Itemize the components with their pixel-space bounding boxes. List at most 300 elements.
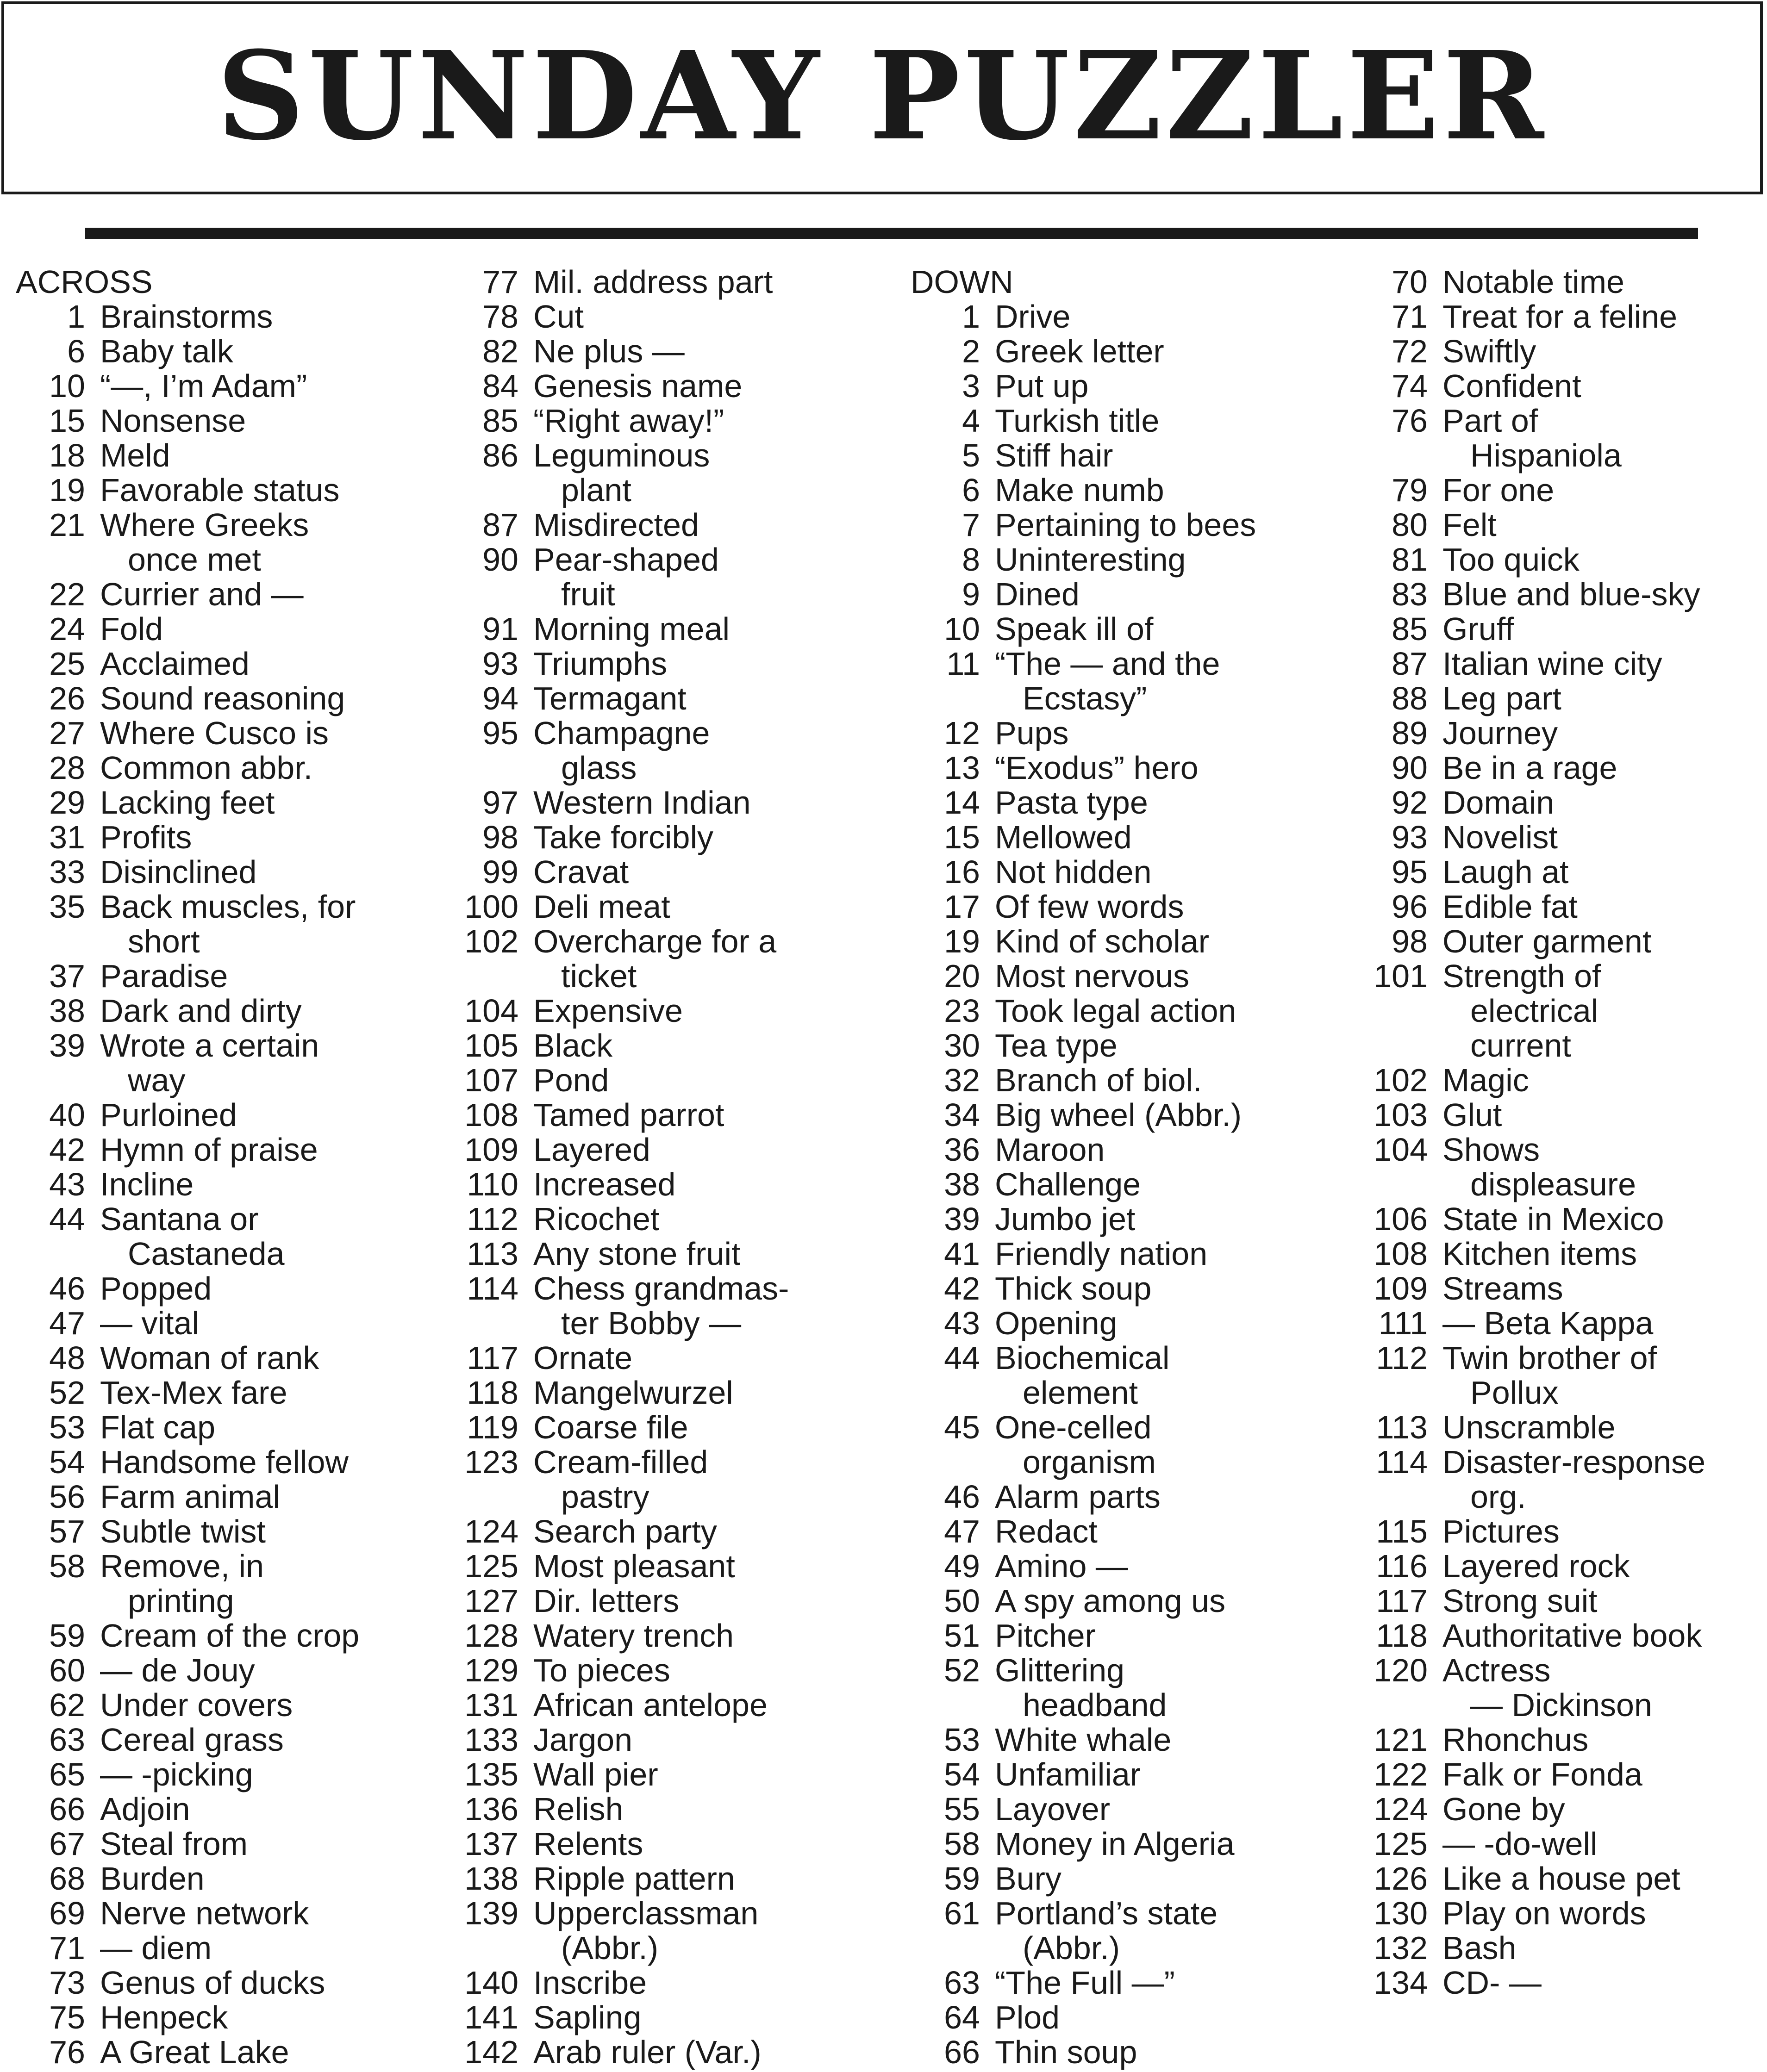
clue-text-continued: (Abbr.) (1023, 1930, 1120, 1966)
clue-number: 122 (1374, 1756, 1428, 1792)
clue-text: Under covers (100, 1687, 293, 1723)
clue-text: Triumphs (533, 646, 668, 682)
clue-entry (16, 820, 359, 855)
clue-continuation (16, 1063, 359, 1098)
clue-text: Tex-Mex fare (100, 1375, 287, 1411)
clue-entry (16, 855, 359, 890)
clue-entry (911, 1549, 1256, 1584)
clue-text-continued: plant (561, 472, 631, 508)
clue-entry (449, 2035, 789, 2070)
section-heading: ACROSS (16, 264, 153, 300)
clue-text: Leg part (1442, 680, 1561, 716)
clue-text: Swiftly (1442, 333, 1536, 369)
clue-number: 138 (464, 1860, 518, 1897)
clue-continuation (911, 1931, 1256, 1966)
clue-entry (449, 1098, 789, 1132)
clue-number: 113 (467, 1236, 518, 1272)
clue-text: Like a house pet (1442, 1860, 1680, 1897)
clue-number: 66 (49, 1791, 85, 1827)
clue-entry (16, 1827, 359, 1861)
clue-number: 75 (49, 1999, 85, 2035)
clue-number: 116 (1376, 1548, 1428, 1584)
clue-number: 48 (49, 1340, 85, 1376)
clue-entry (911, 994, 1256, 1028)
clue-text: Big wheel (Abbr.) (995, 1097, 1242, 1133)
clue-number: 28 (49, 750, 85, 786)
clue-text: Stiff hair (995, 437, 1113, 473)
clue-number: 14 (944, 784, 980, 821)
clue-number: 124 (464, 1513, 518, 1549)
clue-number: 91 (482, 611, 518, 647)
clue-text: Put up (995, 368, 1089, 404)
clue-number: 90 (1392, 750, 1428, 786)
clue-text: Maroon (995, 1132, 1105, 1168)
clue-text: Champagne (533, 715, 710, 751)
clue-entry (449, 1167, 789, 1202)
clue-entry (911, 577, 1256, 612)
clue-number: 96 (1392, 889, 1428, 925)
clue-entry (16, 369, 359, 404)
clue-entry (16, 1410, 359, 1445)
clue-entry (1358, 1341, 1705, 1375)
clue-entry (911, 1063, 1256, 1098)
clue-number: 15 (944, 819, 980, 855)
clue-number: 118 (1376, 1618, 1428, 1654)
clue-text: African antelope (533, 1687, 768, 1723)
clue-entry (1358, 542, 1705, 577)
clue-text: Inscribe (533, 1965, 647, 2001)
clue-continuation (16, 1237, 359, 1271)
clue-entry (911, 508, 1256, 542)
clue-text: Woman of rank (100, 1340, 319, 1376)
clue-text-continued: printing (128, 1583, 234, 1619)
clue-number: 97 (482, 784, 518, 821)
clue-entry (911, 1341, 1256, 1375)
clue-text-continued: Hispaniola (1470, 437, 1622, 473)
clue-number: 135 (464, 1756, 518, 1792)
clue-text: Make numb (995, 472, 1164, 508)
clue-continuation (449, 577, 789, 612)
clue-entry (449, 994, 789, 1028)
clue-entry (16, 2000, 359, 2035)
clue-entry (16, 785, 359, 820)
clue-text: Morning meal (533, 611, 730, 647)
clue-text: Pond (533, 1062, 609, 1098)
clue-number: 34 (944, 1097, 980, 1133)
clue-text: Tea type (995, 1027, 1118, 1064)
clue-text: Opening (995, 1305, 1118, 1341)
clue-text: Glut (1442, 1097, 1502, 1133)
clue-number: 117 (1376, 1583, 1428, 1619)
clue-entry (1358, 473, 1705, 508)
clue-number: 43 (49, 1166, 85, 1202)
clue-entry (449, 1341, 789, 1375)
clue-entry (1358, 647, 1705, 681)
clue-text: — de Jouy (100, 1652, 255, 1688)
clue-text: Turkish title (995, 403, 1160, 439)
clue-text: Hymn of praise (100, 1132, 318, 1168)
clue-entry (911, 1271, 1256, 1306)
clue-entry (1358, 681, 1705, 716)
clue-entry (911, 1306, 1256, 1341)
clue-text: Pasta type (995, 784, 1148, 821)
clue-number: 95 (1392, 854, 1428, 890)
clue-text: Most pleasant (533, 1548, 735, 1584)
clue-text: Subtle twist (100, 1513, 266, 1549)
clue-text: Amino — (995, 1548, 1128, 1584)
clue-number: 87 (482, 507, 518, 543)
clue-number: 108 (1374, 1236, 1428, 1272)
clue-text-continued: Ecstasy” (1023, 680, 1147, 716)
clue-number: 77 (482, 264, 518, 300)
clue-entry (16, 299, 359, 334)
clue-entry (1358, 890, 1705, 924)
clue-number: 20 (944, 958, 980, 994)
clue-text: Western Indian (533, 784, 751, 821)
clue-number: 63 (49, 1722, 85, 1758)
clue-entry (16, 1132, 359, 1167)
clue-continuation (449, 473, 789, 508)
clue-text: Fold (100, 611, 163, 647)
clue-number: 36 (944, 1132, 980, 1168)
clue-number: 54 (944, 1756, 980, 1792)
clue-entry (16, 2035, 359, 2070)
clue-text: “The Full —” (995, 1965, 1175, 2001)
clue-number: 38 (49, 993, 85, 1029)
clue-text-continued: short (128, 923, 200, 959)
clue-entry (449, 924, 789, 959)
clue-entry (16, 1861, 359, 1896)
clue-continuation (16, 1584, 359, 1618)
clue-entry (1358, 924, 1705, 959)
clue-continuation (1358, 1375, 1705, 1410)
clue-continuation (449, 959, 789, 994)
clue-text: A spy among us (995, 1583, 1226, 1619)
clue-text: Currier and — (100, 576, 304, 612)
clue-text: Relish (533, 1791, 624, 1827)
clue-number: 52 (49, 1375, 85, 1411)
clue-number: 52 (944, 1652, 980, 1688)
clue-entry (16, 1653, 359, 1688)
clue-text: Search party (533, 1513, 717, 1549)
clue-entry (911, 1966, 1256, 2000)
clue-text: Pups (995, 715, 1069, 751)
clue-text: Disaster-response (1442, 1444, 1705, 1480)
clue-number: 114 (467, 1270, 518, 1307)
clue-entry (911, 1584, 1256, 1618)
clue-text: Italian wine city (1442, 646, 1662, 682)
clue-continuation (1358, 994, 1705, 1028)
clue-text: Where Greeks (100, 507, 309, 543)
clue-text: Kitchen items (1442, 1236, 1637, 1272)
clue-entry (1358, 855, 1705, 890)
clue-entry (911, 612, 1256, 647)
clue-number: 54 (49, 1444, 85, 1480)
clue-entry (16, 334, 359, 369)
clue-entry (449, 1792, 789, 1827)
clue-continuation (911, 1375, 1256, 1410)
clue-number: 93 (482, 646, 518, 682)
clue-number: 19 (49, 472, 85, 508)
clue-number: 90 (482, 541, 518, 578)
page-title: SUNDAY PUZZLER (217, 24, 1548, 167)
clue-entry (449, 2000, 789, 2035)
clue-text: Streams (1442, 1270, 1563, 1307)
clue-number: 4 (962, 403, 980, 439)
clue-text: Journey (1442, 715, 1558, 751)
clue-text: Henpeck (100, 1999, 228, 2035)
clue-entry (16, 1271, 359, 1306)
clue-number: 8 (962, 541, 980, 578)
clue-text: Wrote a certain (100, 1027, 319, 1064)
clue-text: Strong suit (1442, 1583, 1598, 1619)
clue-number: 72 (1392, 333, 1428, 369)
clue-text: Strength of (1442, 958, 1601, 994)
clue-number: 83 (1392, 576, 1428, 612)
clue-number: 64 (944, 1999, 980, 2035)
clue-text: Challenge (995, 1166, 1141, 1202)
clue-text-continued: Pollux (1470, 1375, 1559, 1411)
clue-number: 29 (49, 784, 85, 821)
clue-number: 56 (49, 1479, 85, 1515)
clue-number: 86 (482, 437, 518, 473)
clue-text: Outer garment (1442, 923, 1652, 959)
clue-column (16, 265, 359, 2070)
clue-entry (911, 785, 1256, 820)
clue-entry (449, 369, 789, 404)
clue-text: Actress (1442, 1652, 1551, 1688)
clue-text: Magic (1442, 1062, 1529, 1098)
divider-rule (85, 228, 1698, 239)
clue-entry (1358, 751, 1705, 785)
clue-text: Deli meat (533, 889, 670, 925)
clue-number: 60 (49, 1652, 85, 1688)
clue-number: 55 (944, 1791, 980, 1827)
clue-entry (16, 681, 359, 716)
clue-entry (449, 1237, 789, 1271)
clue-number: 102 (464, 923, 518, 959)
clue-entry (911, 716, 1256, 751)
clue-text: Uninteresting (995, 541, 1186, 578)
clue-entry (16, 1167, 359, 1202)
clue-entry (1358, 1966, 1705, 2000)
clue-text-continued: fruit (561, 576, 615, 612)
clue-number: 1 (67, 299, 85, 335)
clue-entry (449, 1618, 789, 1653)
clue-text: Handsome fellow (100, 1444, 349, 1480)
clue-number: 93 (1392, 819, 1428, 855)
clue-text: Steal from (100, 1826, 248, 1862)
clue-entry (449, 1410, 789, 1445)
clue-number: 98 (1392, 923, 1428, 959)
clue-text: Baby talk (100, 333, 233, 369)
clue-entry (449, 647, 789, 681)
clue-entry (911, 959, 1256, 994)
clue-entry (911, 1896, 1256, 1931)
clue-text: Felt (1442, 507, 1497, 543)
clue-text: Tamed parrot (533, 1097, 724, 1133)
clue-text: CD- — (1442, 1965, 1542, 2001)
clue-entry (16, 1202, 359, 1237)
clue-continuation (16, 924, 359, 959)
clue-text: Leguminous (533, 437, 710, 473)
clue-entry (16, 1514, 359, 1549)
clue-text: Unscramble (1442, 1409, 1616, 1445)
clue-number: 66 (944, 2034, 980, 2070)
clue-number: 71 (49, 1930, 85, 1966)
clue-column (449, 265, 789, 2070)
clue-entry (16, 1792, 359, 1827)
clue-number: 47 (49, 1305, 85, 1341)
clue-number: 70 (1392, 264, 1428, 300)
clue-entry (911, 404, 1256, 438)
clue-number: 22 (49, 576, 85, 612)
clue-entry (911, 647, 1256, 681)
clue-text: — -do-well (1442, 1826, 1598, 1862)
clue-number: 18 (49, 437, 85, 473)
clue-text: Ricochet (533, 1201, 660, 1237)
clue-number: 117 (467, 1340, 518, 1376)
clue-number: 115 (1376, 1513, 1428, 1549)
clue-text: Novelist (1442, 819, 1558, 855)
clue-number: 101 (1374, 958, 1428, 994)
clue-entry (449, 508, 789, 542)
clue-number: 65 (49, 1756, 85, 1792)
clue-number: 99 (482, 854, 518, 890)
clue-entry (16, 404, 359, 438)
clue-text: Genesis name (533, 368, 743, 404)
clue-entry (1358, 1723, 1705, 1757)
clue-text: Most nervous (995, 958, 1190, 994)
clue-number: 124 (1374, 1791, 1428, 1827)
clue-number: 63 (944, 1965, 980, 2001)
clue-number: 44 (49, 1201, 85, 1237)
clue-text: Incline (100, 1166, 194, 1202)
clue-text-continued: organism (1023, 1444, 1156, 1480)
clue-number: 125 (464, 1548, 518, 1584)
clue-text: Portland’s state (995, 1895, 1218, 1931)
clue-text: Disinclined (100, 854, 257, 890)
clue-entry (1358, 820, 1705, 855)
clue-entry (449, 785, 789, 820)
clue-number: 38 (944, 1166, 980, 1202)
clue-text: Termagant (533, 680, 687, 716)
clue-number: 108 (464, 1097, 518, 1133)
clue-number: 16 (944, 854, 980, 890)
clue-number: 142 (464, 2034, 518, 2070)
clue-continuation (1358, 1028, 1705, 1063)
clue-entry (1358, 785, 1705, 820)
clue-text: Burden (100, 1860, 205, 1897)
clue-entry (1358, 577, 1705, 612)
clue-entry (16, 1306, 359, 1341)
clue-text: Lacking feet (100, 784, 275, 821)
clue-entry (911, 2035, 1256, 2070)
clue-entry (911, 855, 1256, 890)
clue-number: 139 (464, 1895, 518, 1931)
clue-text: Watery trench (533, 1618, 734, 1654)
clue-text: Greek letter (995, 333, 1164, 369)
clue-entry (1358, 1618, 1705, 1653)
clue-text: Notable time (1442, 264, 1624, 300)
clue-text: Mellowed (995, 819, 1132, 855)
clue-number: 137 (464, 1826, 518, 1862)
clue-entry (449, 612, 789, 647)
clue-text: Confident (1442, 368, 1581, 404)
clue-entry (449, 1132, 789, 1167)
clue-number: 123 (464, 1444, 518, 1480)
clue-entry (16, 577, 359, 612)
clue-text-continued: ticket (561, 958, 637, 994)
clue-text: “—, I’m Adam” (100, 368, 307, 404)
clue-entry (1358, 1063, 1705, 1098)
clue-number: 43 (944, 1305, 980, 1341)
clue-continuation (16, 542, 359, 577)
clue-entry (449, 542, 789, 577)
clue-entry (16, 1445, 359, 1480)
clue-continuation (449, 751, 789, 785)
clue-number: 71 (1392, 299, 1428, 335)
clue-text: Authoritative book (1442, 1618, 1702, 1654)
clue-number: 47 (944, 1513, 980, 1549)
clue-text: Brainstorms (100, 299, 273, 335)
clue-text: Paradise (100, 958, 228, 994)
clue-number: 10 (49, 368, 85, 404)
clue-entry (449, 334, 789, 369)
clue-text: Dark and dirty (100, 993, 302, 1029)
clue-number: 12 (944, 715, 980, 751)
clue-text-continued: current (1470, 1027, 1571, 1064)
clue-text-continued: displeasure (1470, 1166, 1636, 1202)
clue-entry (1358, 1202, 1705, 1237)
clue-number: 62 (49, 1687, 85, 1723)
clue-entry (449, 1063, 789, 1098)
clue-entry (1358, 1827, 1705, 1861)
clue-text: Wall pier (533, 1756, 658, 1792)
clue-text: Chess grandmas- (533, 1270, 789, 1307)
clue-entry (16, 1098, 359, 1132)
clue-entry (449, 1827, 789, 1861)
clue-text: — vital (100, 1305, 199, 1341)
clue-entry (1358, 1896, 1705, 1931)
clue-entry (1358, 508, 1705, 542)
clue-number: 44 (944, 1340, 980, 1376)
clue-text: Jumbo jet (995, 1201, 1136, 1237)
clue-text: Pictures (1442, 1513, 1560, 1549)
clue-number: 58 (49, 1548, 85, 1584)
clue-text: — Beta Kappa (1442, 1305, 1654, 1341)
clue-entry (449, 890, 789, 924)
clue-number: 109 (1374, 1270, 1428, 1307)
clue-text: Biochemical (995, 1340, 1170, 1376)
clue-entry (1358, 1584, 1705, 1618)
clue-number: 9 (962, 576, 980, 612)
clue-text: Twin brother of (1442, 1340, 1657, 1376)
clue-entry (1358, 1271, 1705, 1306)
clue-number: 6 (67, 333, 85, 369)
clue-text: Adjoin (100, 1791, 190, 1827)
clue-text: Glittering (995, 1652, 1125, 1688)
clue-continuation (449, 1931, 789, 1966)
clue-number: 113 (1376, 1409, 1428, 1445)
clue-number: 51 (944, 1618, 980, 1654)
clue-text: Blue and blue-sky (1442, 576, 1700, 612)
clue-number: 107 (464, 1062, 518, 1098)
clue-number: 39 (49, 1027, 85, 1064)
clue-text: Layered (533, 1132, 650, 1168)
clue-number: 104 (1374, 1132, 1428, 1168)
clue-text: Gone by (1442, 1791, 1565, 1827)
